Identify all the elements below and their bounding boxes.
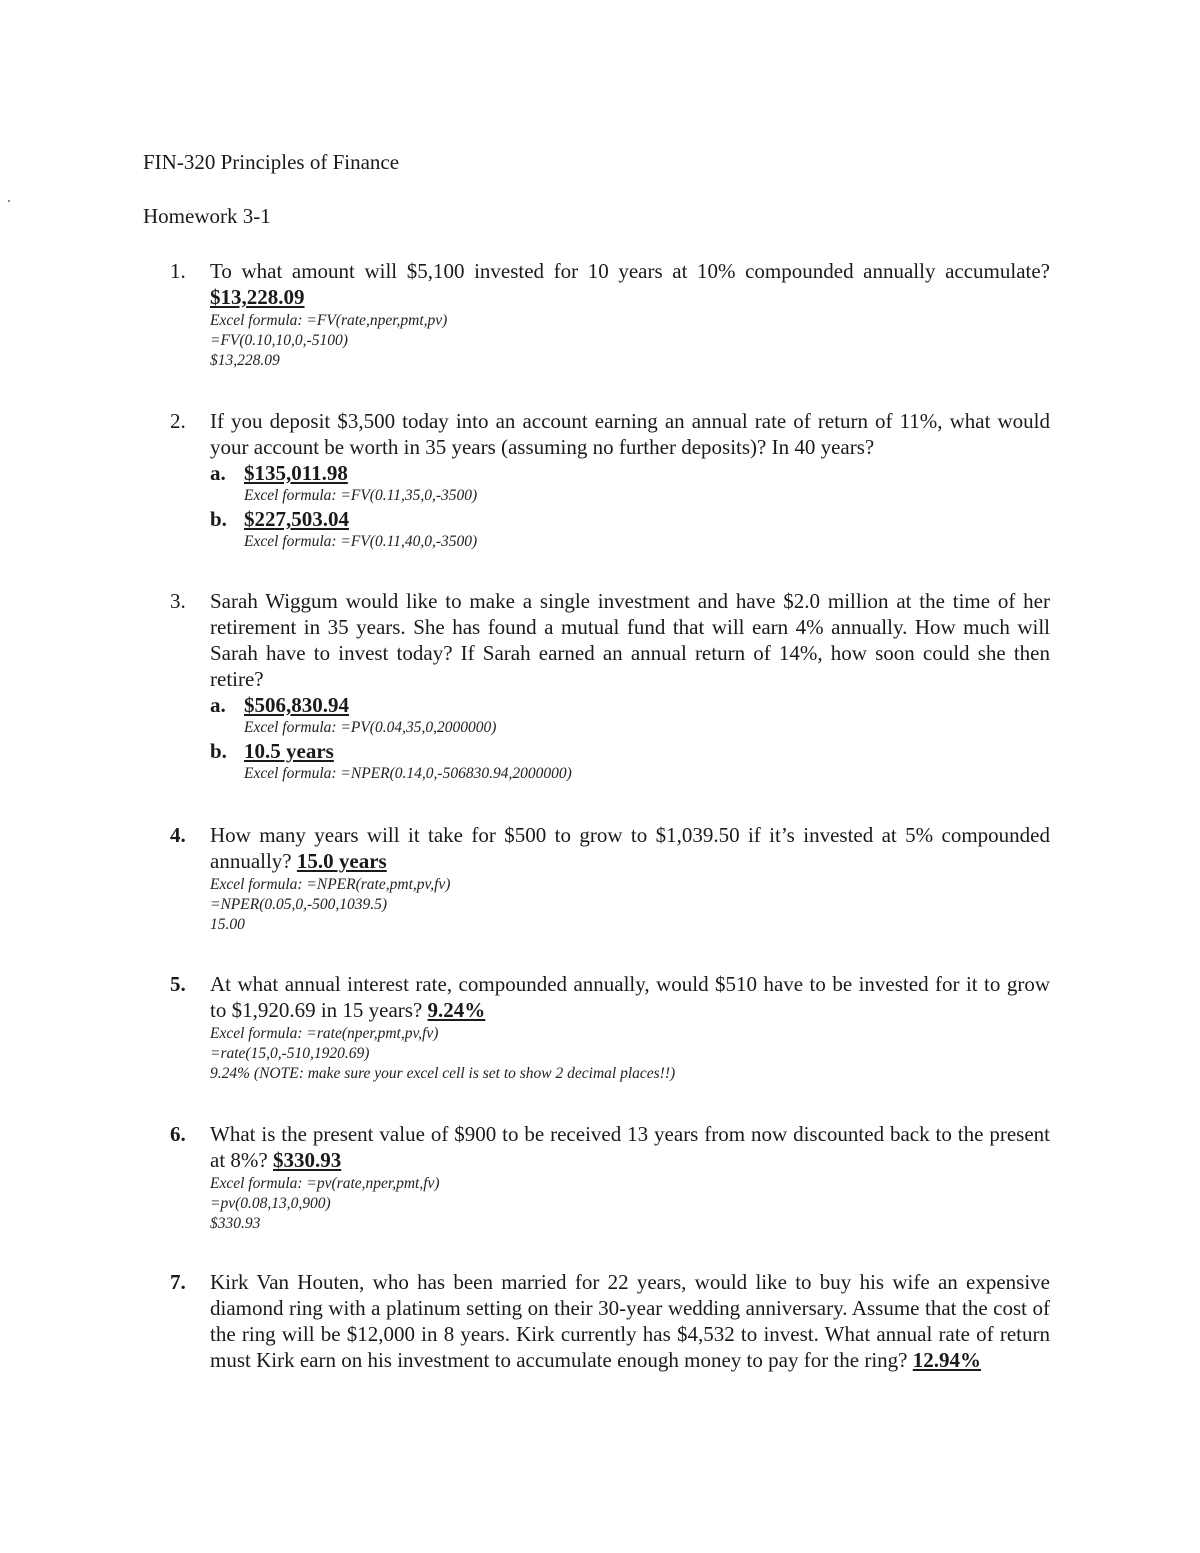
answer: 9.24%: [427, 998, 486, 1022]
sub-letter: b.: [210, 739, 227, 763]
formula-block: [210, 875, 1050, 935]
course-title: FIN-320 Principles of Finance: [143, 150, 400, 174]
question-number: 6.: [170, 1122, 186, 1146]
question-4: [170, 822, 1050, 935]
formula-block: [210, 1024, 1050, 1084]
formula-line: Excel formula: =FV(0.11,35,0,-3500): [244, 487, 478, 504]
answer: $330.93: [272, 1148, 342, 1172]
question-text: What is the present value of $900 to be received 13 years from now discounted back to the present at 8%? $330.93: [210, 1122, 1050, 1172]
question-5: [170, 971, 1050, 1084]
question-number: 7.: [170, 1270, 186, 1294]
sub-letter: a.: [210, 693, 226, 717]
question-text: Kirk Van Houten, who has been married for 22 years, would like to buy his wife an expensive diamond ring with a platinum setting on their 30-year wedding anniversary. Assume that the cost of the ring will be $12,000 in 8 years. Kirk currently has $4,532 to invest. What annual rate of return must Kirk earn on his investment to accumulate enough money to pay for the ring? 12.94%: [210, 1270, 1050, 1372]
formula-line: Excel formula: =FV(rate,nper,pmt,pv): [210, 312, 448, 329]
sub-item-a: [210, 692, 1050, 738]
sub-letter: a.: [210, 461, 226, 485]
formula-line: =NPER(0.05,0,-500,1039.5): [210, 896, 388, 913]
sub-item-b: [210, 738, 1050, 784]
question-text: How many years will it take for $500 to grow to $1,039.50 if it’s invested at 5% compounded annually? 15.0 years: [210, 823, 1050, 873]
answer: 12.94%: [912, 1348, 981, 1372]
answer: 10.5 years: [244, 739, 334, 763]
answer: $135,011.98: [244, 461, 348, 485]
assignment-title: Homework 3-1: [143, 204, 271, 228]
question-1: [170, 258, 1050, 371]
answer: $227,503.04: [244, 507, 349, 531]
formula-line: $330.93: [210, 1215, 261, 1232]
question-number: 5.: [170, 972, 186, 996]
answer: $13,228.09: [210, 285, 305, 309]
question-2: [170, 408, 1050, 552]
formula-line: Excel formula: =NPER(0.14,0,-506830.94,2000000): [244, 765, 572, 782]
question-6: [170, 1121, 1050, 1234]
formula-line: Excel formula: =FV(0.11,40,0,-3500): [244, 533, 478, 550]
formula-line: Excel formula: =pv(rate,nper,pmt,fv): [210, 1175, 440, 1192]
sub-item-b: [210, 506, 1050, 552]
sub-item-a: [210, 460, 1050, 506]
question-number: 2.: [170, 409, 186, 433]
sub-letter: b.: [210, 507, 227, 531]
answer: 15.0 years: [296, 849, 387, 873]
question-number: 3.: [170, 589, 186, 613]
question-text: If you deposit $3,500 today into an account earning an annual rate of return of 11%, what would your account be worth in 35 years (assuming no further deposits)? In 40 years?: [210, 409, 1050, 459]
formula-line: $13,228.09: [210, 352, 280, 369]
formula-line: Excel formula: =PV(0.04,35,0,2000000): [244, 719, 497, 736]
formula-line: Excel formula: =NPER(rate,pmt,pv,fv): [210, 876, 451, 893]
answer: $506,830.94: [244, 693, 349, 717]
scan-mark: [8, 200, 10, 202]
formula-line: =FV(0.10,10,0,-5100): [210, 332, 348, 349]
formula-block: [210, 1174, 1050, 1234]
question-text: Sarah Wiggum would like to make a single investment and have $2.0 million at the time of her retirement in 35 years. She has found a mutual fund that will earn 4% annually. How much will Sarah have to invest today? If Sarah earned an annual return of 14%, how soon could she then retire?: [210, 589, 1050, 691]
question-text: To what amount will $5,100 invested for 10 years at 10% compounded annually accumulate? $13,228.09: [210, 259, 1050, 309]
question-number: 1.: [170, 259, 186, 283]
formula-line: =pv(0.08,13,0,900): [210, 1195, 331, 1212]
formula-line: 9.24% (NOTE: make sure your excel cell is set to show 2 decimal places!!): [210, 1065, 676, 1082]
formula-line: 15.00: [210, 916, 245, 933]
question-7: [170, 1269, 1050, 1373]
formula-line: =rate(15,0,-510,1920.69): [210, 1045, 370, 1062]
question-text: At what annual interest rate, compounded annually, would $510 have to be invested for it to grow to $1,920.69 in 15 years? 9.24%: [210, 972, 1050, 1022]
question-number: 4.: [170, 823, 186, 847]
formula-line: Excel formula: =rate(nper,pmt,pv,fv): [210, 1025, 439, 1042]
question-3: [170, 588, 1050, 784]
formula-block: [210, 311, 1050, 371]
